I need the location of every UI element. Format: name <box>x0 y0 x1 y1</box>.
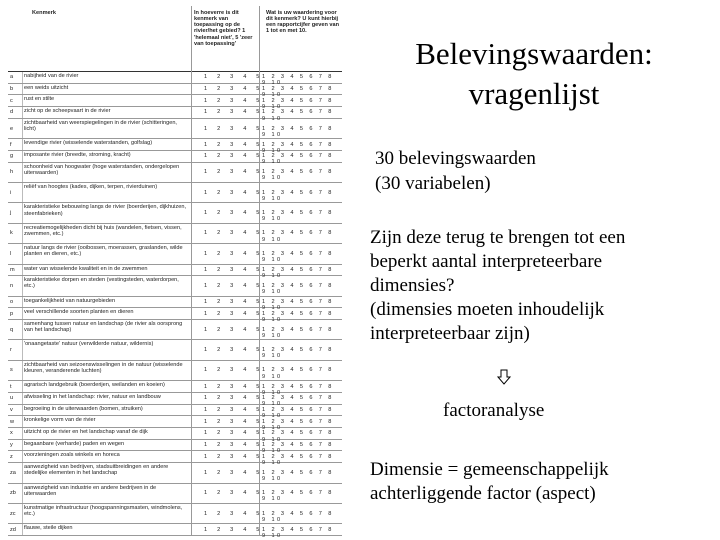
text-line: (30 variabelen) <box>375 173 491 194</box>
scale-five: 1 2 3 4 5 <box>204 210 264 217</box>
text-line: Zijn deze terug te brengen tot een <box>370 227 626 248</box>
questionnaire-row <box>8 504 342 524</box>
questionnaire-row <box>8 107 342 122</box>
scale-five: 1 2 3 4 5 <box>204 442 264 449</box>
scale-five: 1 2 3 4 5 <box>204 125 264 132</box>
text-line: beperkt aantal interpreteerbare <box>370 251 603 272</box>
scale-five: 1 2 3 4 5 <box>204 141 264 148</box>
scale-ten: 1 2 3 4 5 6 7 8 9 10 <box>262 442 334 455</box>
question-paragraph <box>370 226 705 346</box>
row-letter: z <box>10 453 13 460</box>
scale-five: 1 2 3 4 5 <box>204 74 264 81</box>
row-label: rust en stilte <box>24 96 55 103</box>
header-kenmerk: Kenmerk <box>32 10 56 16</box>
questionnaire-row <box>8 405 342 420</box>
scale-five: 1 2 3 4 5 <box>204 526 264 533</box>
row-label: uitzicht op de rivier en het landschap vanaf de dijk <box>24 429 148 436</box>
row-letter: l <box>10 250 12 257</box>
row-letter: i <box>10 189 12 196</box>
row-letter: za <box>10 469 16 476</box>
scale-ten: 1 2 3 4 5 6 7 8 9 10 <box>262 266 334 279</box>
scale-ten: 1 2 3 4 5 6 7 8 9 10 <box>262 97 334 110</box>
row-label: zichtbaarheid van weerspiegelingen in de rivier (schitteringen, licht) <box>24 119 177 132</box>
scale-five: 1 2 3 4 5 <box>204 347 264 354</box>
row-label: begaanbare (verharde) paden en wegen <box>24 440 125 447</box>
row-letter: o <box>10 298 14 305</box>
row-label: kunstmatige infrastructuur (hoogspanningsmasten, windmolens, etc.) <box>24 504 183 518</box>
questionnaire-row <box>8 340 342 360</box>
scale-ten: 1 2 3 4 5 6 7 8 9 10 <box>262 189 334 202</box>
questionnaire-row <box>8 265 342 277</box>
scale-five: 1 2 3 4 5 <box>204 326 264 333</box>
scale-five: 1 2 3 4 5 <box>204 383 264 390</box>
questionnaire-row <box>8 95 342 110</box>
scale-ten: 1 2 3 4 5 6 7 8 9 10 <box>262 169 334 182</box>
row-letter: m <box>10 266 15 273</box>
row-letter: zb <box>10 490 16 497</box>
slide-title <box>374 34 694 114</box>
row-label: schoonheid van hoogwater (hoge waterstanden, ondergelopen uiterwaarden) <box>24 163 180 176</box>
scale-five: 1 2 3 4 5 <box>204 395 264 402</box>
scale-ten: 1 2 3 4 5 6 7 8 9 10 <box>262 526 334 539</box>
questionnaire-row <box>8 416 342 431</box>
row-letter: n <box>10 282 14 289</box>
scale-five: 1 2 3 4 5 <box>204 266 264 273</box>
text-line: Dimensie = gemeenschappelijk <box>370 459 609 480</box>
scale-ten: 1 2 3 4 5 6 7 8 9 10 <box>262 418 334 431</box>
scale-ten: 1 2 3 4 5 6 7 8 9 10 <box>262 230 334 243</box>
scale-five: 1 2 3 4 5 <box>204 469 264 476</box>
row-label: reliëf van hoogtes (kades, dijken, terpen, rivierduinen) <box>24 184 158 191</box>
scale-five: 1 2 3 4 5 <box>204 510 264 517</box>
row-label: samenhang tussen natuur en landschap (de rivier als oorsprong van het landschap) <box>24 321 183 334</box>
scale-five: 1 2 3 4 5 <box>204 97 264 104</box>
scale-five: 1 2 3 4 5 <box>204 109 264 116</box>
row-label: afwisseling in het landschap: rivier, natuur en landbouw <box>24 393 161 400</box>
scale-five: 1 2 3 4 5 <box>204 86 264 93</box>
scale-ten: 1 2 3 4 5 6 7 8 9 10 <box>262 310 334 323</box>
row-label: 'onaangetaste' natuur (verwilderde natuur, wildernis) <box>24 341 154 348</box>
scale-ten: 1 2 3 4 5 6 7 8 9 10 <box>262 250 334 263</box>
scale-five: 1 2 3 4 5 <box>204 367 264 374</box>
row-letter: j <box>10 210 12 217</box>
title-line: Belevingswaarden: <box>415 36 653 71</box>
row-letter: r <box>10 347 12 354</box>
row-label: aanwezigheid van bedrijven, stadsuitbreidingen en andere stedelijke elementen in het landschap <box>24 464 169 477</box>
row-label: veel verschillende soorten planten en dieren <box>24 309 134 316</box>
row-letter: a <box>10 74 14 81</box>
row-letter: e <box>10 125 14 132</box>
questionnaire-row <box>8 72 342 87</box>
row-letter: q <box>10 326 14 333</box>
scale-ten: 1 2 3 4 5 6 7 8 9 10 <box>262 469 334 482</box>
scale-ten: 1 2 3 4 5 6 7 8 9 10 <box>262 395 334 408</box>
scale-five: 1 2 3 4 5 <box>204 453 264 460</box>
scale-five: 1 2 3 4 5 <box>204 298 264 305</box>
header-appreciation: Wat is uw waardering voor dit kenmerk? U kunt hierbij een rapportcijfer geven van 1 tot en met 10. <box>266 10 340 35</box>
row-label: nabijheid van de rivier <box>24 73 79 79</box>
text-line: (dimensies moeten inhoudelijk <box>370 299 605 320</box>
scale-five: 1 2 3 4 5 <box>204 418 264 425</box>
row-letter: t <box>10 383 12 390</box>
scale-ten: 1 2 3 4 5 6 7 8 9 10 <box>262 367 334 380</box>
row-label: recreatiemogelijkheden dicht bij huis (wandelen, fietsen, vissen, zwemmen, etc.) <box>24 224 182 237</box>
row-letter: y <box>10 442 13 449</box>
row-letter: h <box>10 169 14 176</box>
row-letter: v <box>10 406 13 413</box>
row-label: agrarisch landgebruik (boerderijen, weilanden en koeien) <box>24 382 165 389</box>
scale-ten: 1 2 3 4 5 6 7 8 9 10 <box>262 430 334 443</box>
scale-five: 1 2 3 4 5 <box>204 230 264 237</box>
scale-ten: 1 2 3 4 5 6 7 8 9 10 <box>262 347 334 360</box>
scale-five: 1 2 3 4 5 <box>204 250 264 257</box>
questionnaire-row <box>8 524 342 539</box>
row-letter: f <box>10 141 12 148</box>
row-letter: x <box>10 430 13 437</box>
scale-ten: 1 2 3 4 5 6 7 8 9 10 <box>262 109 334 122</box>
variables-note <box>375 146 695 196</box>
scale-ten: 1 2 3 4 5 6 7 8 9 10 <box>262 406 334 420</box>
scale-ten: 1 2 3 4 5 6 7 8 9 10 <box>262 74 334 87</box>
questionnaire-row <box>8 224 342 244</box>
scale-five: 1 2 3 4 5 <box>204 169 264 176</box>
down-arrow-icon <box>496 369 512 385</box>
row-label: imposante rivier (breedte, stroming, kracht) <box>24 151 131 158</box>
questionnaire-row <box>8 183 342 203</box>
questionnaire-row <box>8 297 342 312</box>
row-letter: zd <box>10 526 16 533</box>
questionnaire-image <box>8 6 342 539</box>
questionnaire-row <box>8 308 342 323</box>
text-line: 30 belevingswaarden <box>375 148 536 169</box>
row-label: zichtbaarheid van seizoenswisselingen in de natuur (wisselende kleuren, veranderende luchten) <box>24 361 183 374</box>
row-label: karakteristieke dorpen en steden (vestingsteden, waterdorpen, etc.) <box>24 277 179 290</box>
questionnaire-row <box>8 381 342 396</box>
scale-ten: 1 2 3 4 5 6 7 8 9 10 <box>262 282 334 296</box>
scale-ten: 1 2 3 4 5 6 7 8 9 10 <box>262 141 334 154</box>
questionnaire-row <box>8 84 342 99</box>
definition-paragraph <box>370 458 705 506</box>
scale-five: 1 2 3 4 5 <box>204 490 264 497</box>
scale-ten: 1 2 3 4 5 6 7 8 9 10 <box>262 326 334 339</box>
scale-five: 1 2 3 4 5 <box>204 310 264 317</box>
questionnaire-row <box>8 361 342 381</box>
questionnaire-row <box>8 163 342 183</box>
questionnaire-row <box>8 244 342 264</box>
questionnaire-row <box>8 320 342 340</box>
scale-five: 1 2 3 4 5 <box>204 406 264 413</box>
text-line: interpreteerbaar zijn) <box>370 323 530 344</box>
row-label: voorzieningen zoals winkels en horeca <box>24 452 120 459</box>
questionnaire-row <box>8 484 342 504</box>
method-label: factoranalyse <box>443 400 545 421</box>
scale-ten: 1 2 3 4 5 6 7 8 9 10 <box>262 86 334 99</box>
questionnaire-row <box>8 428 342 443</box>
row-label: levendige rivier (wisselende waterstanden, golfslag) <box>24 140 153 147</box>
row-letter: u <box>10 395 14 402</box>
row-label: water van wisselende kwaliteit en in de zwemmen <box>24 265 148 272</box>
scale-ten: 1 2 3 4 5 6 7 8 9 10 <box>262 490 334 503</box>
row-letter: w <box>10 418 15 425</box>
text-line: dimensies? <box>370 275 455 296</box>
row-label: toegankelijkheid van natuurgebieden <box>24 297 116 304</box>
scale-five: 1 2 3 4 5 <box>204 153 264 160</box>
row-label: zicht op de scheepvaart in de rivier <box>24 108 111 115</box>
row-label: karakteristieke bebouwing langs de rivier (boerderijen, dijkhuizen, steenfabrieken) <box>24 204 186 217</box>
scale-ten: 1 2 3 4 5 6 7 8 9 10 <box>262 210 334 223</box>
questionnaire-row <box>8 203 342 223</box>
questionnaire-row <box>8 151 342 166</box>
questionnaire-header <box>8 6 342 72</box>
row-label: flauwe, steile dijken <box>24 525 73 532</box>
row-label: een weids uitzicht <box>24 84 69 91</box>
row-letter: s <box>10 367 13 374</box>
questionnaire-row <box>8 119 342 139</box>
row-label: kronkelige vorm van de rivier <box>24 417 96 424</box>
row-letter: b <box>10 86 14 93</box>
row-label: begroeiing in de uiterwaarden (bomen, struiken) <box>24 405 143 412</box>
scale-ten: 1 2 3 4 5 6 7 8 9 10 <box>262 298 334 312</box>
row-letter: g <box>10 153 14 160</box>
questionnaire-row <box>8 139 342 154</box>
title-line: vragenlijst <box>468 76 600 111</box>
questionnaire-row <box>8 463 342 483</box>
row-letter: d <box>10 109 14 116</box>
scale-ten: 1 2 3 4 5 6 7 8 9 10 <box>262 383 334 396</box>
scale-five: 1 2 3 4 5 <box>204 282 264 289</box>
row-letter: c <box>10 97 13 104</box>
text-line: achterliggende factor (aspect) <box>370 483 596 504</box>
scale-ten: 1 2 3 4 5 6 7 8 9 10 <box>262 153 334 166</box>
questionnaire-row <box>8 393 342 408</box>
row-letter: k <box>10 230 13 237</box>
questionnaire-row <box>8 276 342 296</box>
scale-ten: 1 2 3 4 5 6 7 8 9 10 <box>262 453 334 466</box>
row-label: aanwezigheid van industrie en andere bedrijven in de uiterwaarden <box>24 484 157 497</box>
questionnaire-row <box>8 451 342 466</box>
header-applicability: In hoeverre is dit kenmerk van toepassing op de rivier/het gebied? 1 'helemaal niet', 5 'zeer van toepassing' <box>194 10 253 47</box>
row-letter: p <box>10 310 14 317</box>
scale-ten: 1 2 3 4 5 6 7 8 9 10 <box>262 125 334 138</box>
scale-ten: 1 2 3 4 5 6 7 8 9 10 <box>262 510 334 523</box>
row-label: natuur langs de rivier (ooibossen, moerassen, graslanden, wilde planten en dieren, etc.) <box>24 245 183 258</box>
row-letter: zc <box>10 510 16 517</box>
scale-five: 1 2 3 4 5 <box>204 430 264 437</box>
questionnaire-row <box>8 440 342 455</box>
scale-five: 1 2 3 4 5 <box>204 189 264 196</box>
